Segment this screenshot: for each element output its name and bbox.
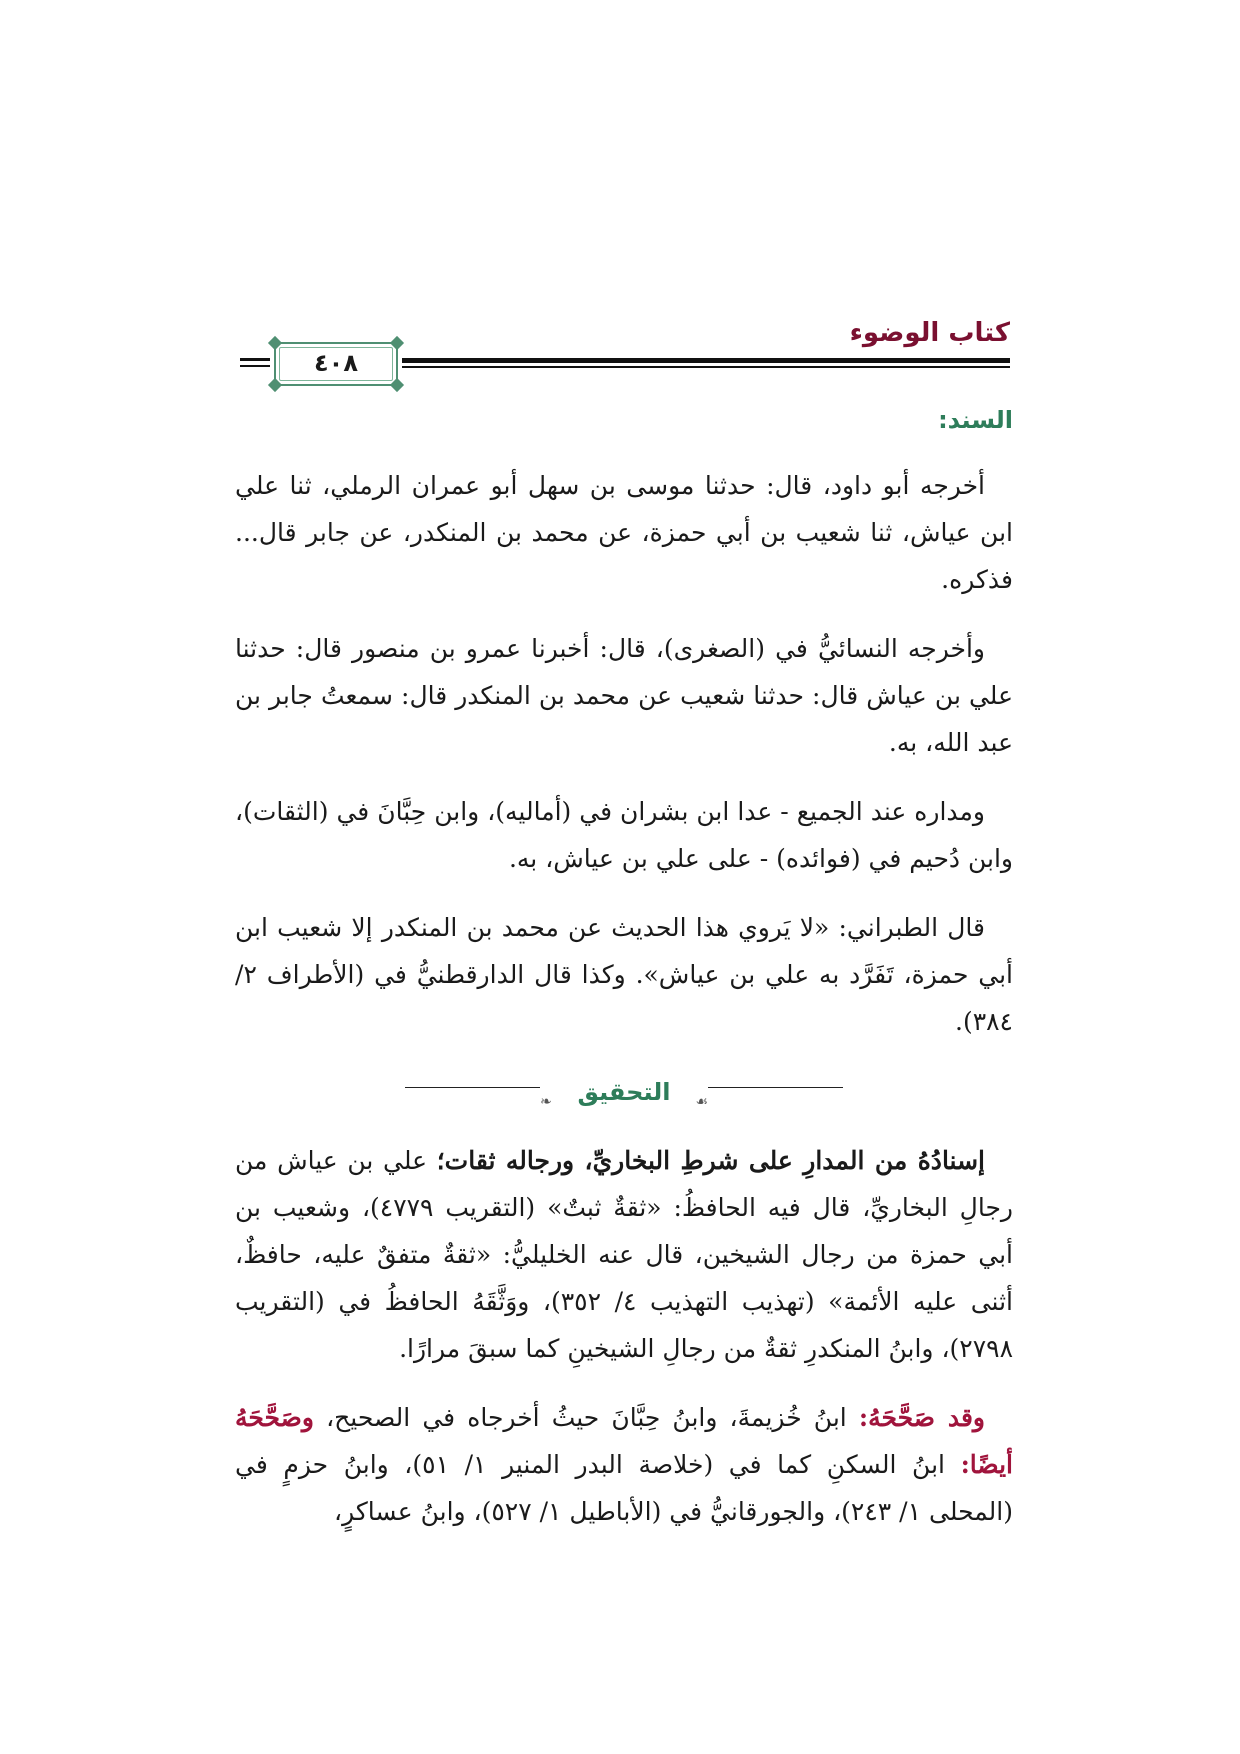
page-number-frame [274, 342, 398, 386]
page-header [240, 318, 1010, 388]
tashih-also-text: ابنُ السكنِ كما في (خلاصة البدر المنير ١/ ٥١)، وابنُ حزمٍ في (المحلى ١/ ٢٤٣)، والجورقانيُّ في (الأباطيل ١/ ٥٢٧)، وابنُ عساكرٍ، [235, 1450, 1013, 1526]
divider-line [708, 1087, 843, 1088]
sanad-heading: السند: [938, 406, 1013, 434]
sanad-paragraph: أخرجه أبو داود، قال: حدثنا موسى بن سهل أبو عمران الرملي، ثنا علي ابن عياش، ثنا شعيب بن أبي حمزة، عن محمد بن المنكدر، عن جابر قال... فذكره. [235, 471, 1013, 594]
header-rule-left-thin [240, 365, 270, 367]
tashih-label: وقد صَحَّحَهُ: [858, 1403, 985, 1432]
ornament-corner-icon [268, 336, 282, 350]
header-rule-left [240, 358, 270, 361]
header-rule-thin [402, 366, 1010, 368]
tashih-also-label: وصَحَّحَهُ أيضًا: [235, 1403, 1014, 1479]
tahqiq-paragraph-2 [235, 1394, 1013, 1535]
page-body [235, 400, 1013, 1557]
tashih-text: ابنُ خُزيمةَ، وابنُ حِبَّانَ حيثُ أخرجاه في الصحيح، [313, 1403, 859, 1432]
ornament-corner-icon [390, 378, 404, 392]
isnad-ruling: إسنادُهُ من المدارِ على شرطِ البخاريِّ، ورجاله ثقات؛ [436, 1146, 985, 1175]
book-title: كتاب الوضوء [849, 318, 1010, 348]
sanad-paragraph: ومداره عند الجميع - عدا ابن بشران في (أماليه)، وابن حِبَّانَ في (الثقات)، وابن دُحيم في (فوائده) - على علي بن عياش، به. [235, 797, 1013, 873]
isnad-details: علي بن عياش من رجالِ البخاريِّ، قال فيه الحافظُ: «ثقةٌ ثبتٌ» (التقريب ٤٧٧٩)، وشعيب بن أبي حمزة من رجال الشيخين، قال عنه الخليليُّ: «ثقةٌ متفقٌ عليه، حافظٌ، أثنى عليه الأئمة» (تهذيب التهذيب ٤/ ٣٥٢)، ووَثَّقَهُ الحافظُ في (التقريب ٢٧٩٨)، وابنُ المنكدرِ ثقةٌ من رجالِ الشيخينِ كما سبقَ مرارًا. [235, 1146, 1013, 1363]
flourish-icon: ☙ [695, 1094, 708, 1110]
tahqiq-heading: التحقيق [577, 1078, 671, 1106]
header-rule-thick [402, 358, 1010, 363]
flourish-icon: ❧ [540, 1094, 552, 1110]
sanad-paragraph: وأخرجه النسائيُّ في (الصغرى)، قال: أخبرنا عمرو بن منصور قال: حدثنا علي بن عياش قال: حدثنا شعيب عن محمد بن المنكدر قال: سمعتُ جابر بن عبد الله، به. [235, 634, 1013, 757]
section-divider [235, 1067, 1013, 1110]
sanad-paragraph: قال الطبراني: «لا يَروي هذا الحديث عن محمد بن المنكدر إلا شعيب ابن أبي حمزة، تَفَرَّد به علي بن عياش». وكذا قال الدارقطنيُّ في (الأطراف ٢/ ٣٨٤). [235, 913, 1013, 1036]
page-number: ٤٠٨ [314, 349, 358, 377]
tahqiq-paragraph-1 [235, 1137, 1013, 1372]
ornament-corner-icon [268, 378, 282, 392]
ornament-corner-icon [390, 336, 404, 350]
